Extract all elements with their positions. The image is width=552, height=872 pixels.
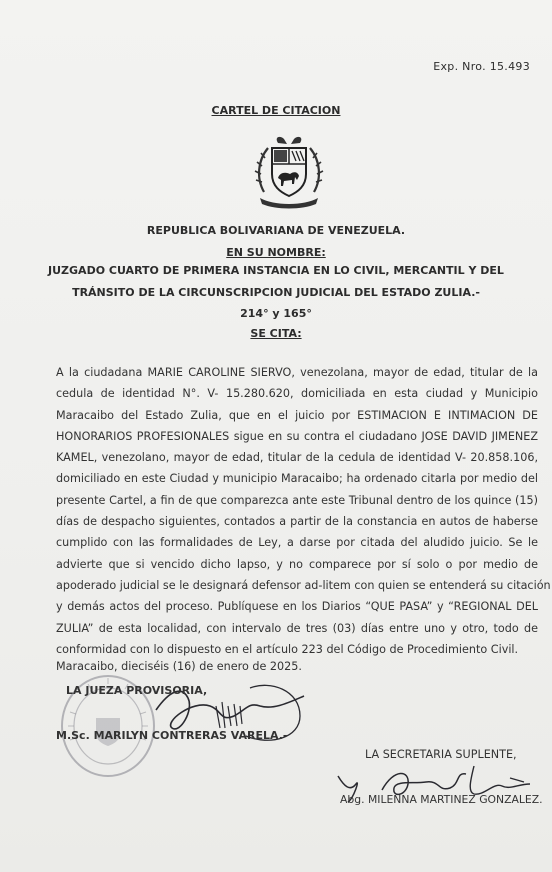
court-heading-line-2: TRÁNSITO DE LA CIRCUNSCRIPCION JUDICIAL DEL ESTADO ZULIA.- xyxy=(72,286,480,299)
body-line: HONORARIOS PROFESIONALES sigue en su contra el ciudadano JOSE DAVID JIMENEZ xyxy=(56,429,538,443)
judge-name: M.Sc. MARILYN CONTRERAS VARELA.- xyxy=(56,729,288,742)
body-line: y demás actos del proceso. Publíquese en los Diarios “QUE PASA” y “REGIONAL DEL xyxy=(56,600,538,614)
body-line: conformidad con lo dispuesto en el artículo 223 del Código de Procedimiento Civil. xyxy=(56,642,519,656)
se-cita-text: SE CITA: xyxy=(250,327,302,340)
date-line: Maracaibo, dieciséis (16) de enero de 2025. xyxy=(56,660,302,673)
years-heading: 214° y 165° xyxy=(240,307,312,320)
se-cita-heading xyxy=(0,327,552,340)
secretary-title: LA SECRETARIA SUPLENTE, xyxy=(365,748,517,761)
judge-title: LA JUEZA PROVISORIA, xyxy=(66,684,208,697)
body-line: apoderado judicial se le designará defensor ad-litem con quien se entenderá su citación xyxy=(56,578,551,592)
expedient-number: Exp. Nro. 15.493 xyxy=(433,60,530,73)
body-line: A la ciudadana MARIE CAROLINE SIERVO, venezolana, mayor de edad, titular de la xyxy=(56,366,538,379)
republic-heading: REPUBLICA BOLIVARIANA DE VENEZUELA. xyxy=(146,224,406,237)
body-line: KAMEL, venezolano, mayor de edad, titular de la cedula de identidad V- 20.858.106, xyxy=(56,451,538,465)
en-su-nombre-heading xyxy=(0,246,552,259)
document-title-text: CARTEL DE CITACION xyxy=(211,104,341,117)
document-title xyxy=(0,104,552,117)
en-su-nombre-text: EN SU NOMBRE: xyxy=(226,246,326,259)
coat-of-arms-icon xyxy=(250,134,328,212)
body-line: cedula de identidad N°. V- 15.280.620, domiciliada en esta ciudad y Municipio xyxy=(56,387,538,401)
secretary-name: Abg. MILENNA MARTINEZ GONZALEZ. xyxy=(340,793,543,806)
body-line: domiciliado en este Ciudad y municipio Maracaibo; ha ordenado citarla por medio del xyxy=(56,472,538,486)
body-line: advierte que si vencido dicho lapso, y no comparece por sí solo o por medio de xyxy=(56,557,538,571)
body-line: ZULIA” de esta localidad, con intervalo de tres (03) días entre uno y otro, todo de xyxy=(56,621,538,635)
body-line: Maracaibo del Estado Zulia, que en el juicio por ESTIMACION E INTIMACION DE xyxy=(56,408,538,422)
citation-body xyxy=(56,362,551,660)
body-line: presente Cartel, a fin de que comparezca ante este Tribunal dentro de los quince (15) xyxy=(56,493,538,507)
body-line: cumplido con las formalidades de Ley, a darse por citada del aludido juicio. Se le xyxy=(56,536,538,550)
court-heading-line-1: JUZGADO CUARTO DE PRIMERA INSTANCIA EN LO CIVIL, MERCANTIL Y DEL xyxy=(48,264,504,277)
body-line: días de despacho siguientes, contados a partir de la constancia en autos de haberse xyxy=(56,515,538,529)
